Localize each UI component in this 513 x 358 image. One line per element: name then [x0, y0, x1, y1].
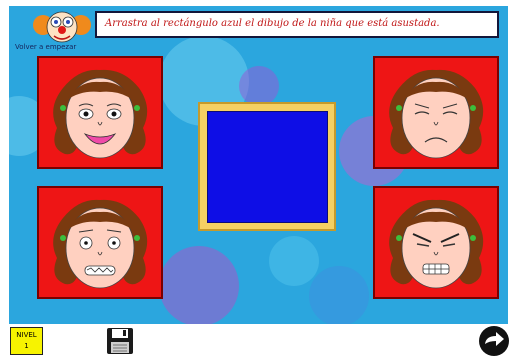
background-bubble: [309, 266, 369, 324]
save-icon[interactable]: [105, 326, 135, 356]
clown-icon[interactable]: [33, 7, 91, 45]
instruction-box: [95, 11, 499, 38]
blue-drop-rectangle[interactable]: [207, 111, 328, 223]
level-badge[interactable]: [10, 327, 43, 355]
level-value: 1: [24, 342, 29, 350]
bottom-toolbar: [0, 324, 513, 358]
drop-target-frame: [198, 102, 336, 231]
background-bubble: [239, 66, 279, 106]
instruction-text: Arrastra al rectángulo azul el dibujo de la niña que está asustada.: [97, 13, 497, 36]
background-bubble: [269, 236, 319, 286]
background-bubble: [159, 246, 239, 324]
game-stage: [9, 6, 508, 324]
next-arrow-icon[interactable]: [478, 325, 510, 357]
angry-face-card[interactable]: [373, 186, 499, 299]
restart-label[interactable]: Volver a empezar: [15, 43, 77, 51]
level-label: NIVEL: [16, 331, 37, 339]
sad-face-card[interactable]: [373, 56, 499, 169]
happy-face-card[interactable]: [37, 56, 163, 169]
scared-face-card[interactable]: [37, 186, 163, 299]
